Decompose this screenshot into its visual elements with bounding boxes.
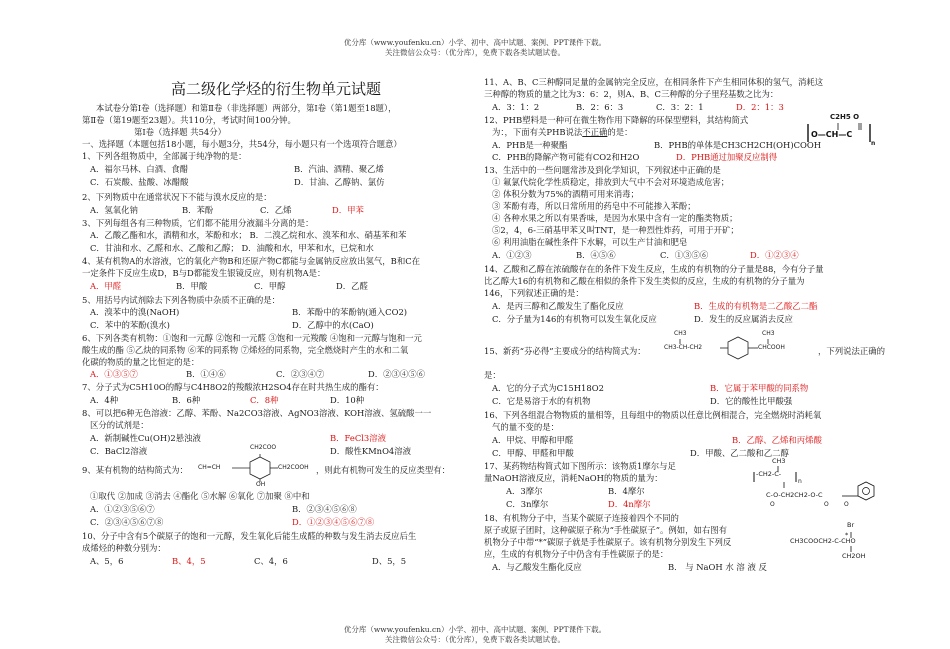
section1-header: 一、选择题（本题包括18小题，每小题3分，共54分，每小题只有一个选项符合题意） [82,139,402,149]
q15-label-left-top: CH3 [674,330,687,337]
q17-stem-line1: 17、某药物结构简式如下图所示：该物质1摩尔与足 [484,461,676,471]
q12-option-a: A．PHB是一种聚酯 [492,140,568,150]
q12-stem-line2 [492,127,633,139]
q6-stem-line1: 6、下列各类有机物：①饱和一元醇 ②饱和一元醛 ③饱和一元羧酸 ④饱和一元醇与饱和一元 [82,333,422,343]
q5-stem: 5、用括号内试剂除去下列各物质中杂质不正确的是： [82,295,280,305]
q3-options-cd: C．甘油和水、乙醛和水、乙酸和乙醇； D．油酸和水，甲苯和水，已烷和水 [90,243,374,253]
q8-option-a: A．新制碱性Cu(OH)2悬浊液 [90,433,201,443]
q10-stem-line1: 10、分子中含有5个碳原子的饱和一元醇，发生氧化后能生成醛的种数与发生消去反应后生 [82,531,417,541]
q17-structure-figure [752,458,882,510]
q13-statement-6: ⑥ 利用油脂在碱性条件下水解，可以生产甘油和肥皂 [492,237,688,247]
q11-stem-line2: 三种醇的物质的量之比为3：6：2，则A、B、C三种醇的分子里羟基数之比为： [484,89,779,99]
q4-option-a: A．甲醛 [90,281,122,291]
q10-option-d: D、5，5 [372,556,407,566]
q12-stem-post: 的是： [607,127,633,137]
q16-option-c: C．甲醇、甲醛和甲酸 [492,448,574,458]
q12-formula-n: n [871,140,876,147]
q10-option-b: B、4，5 [172,556,206,566]
q9-reaction-types: ①取代 ②加成 ③消去 ④酯化 ⑤水解 ⑥氧化 ⑦加聚 ⑧中和 [90,491,310,501]
q17-option-b: B．4摩尔 [608,486,645,496]
q13-statement-5: ⑤2，4，6-三硝基甲苯又叫TNT，是一种烈性炸药，可用于开矿； [492,225,739,235]
q6-option-a: A．①③⑤⑦ [90,369,138,379]
q17-label-o3: O [844,501,849,508]
q9-label-top: CH2COO [250,444,277,451]
q5-option-c: C．苯中的苯酚(溴水) [90,320,170,330]
q7-option-a: A．4种 [90,395,119,405]
q14-option-a: A．是丙三醇和乙酸发生了酯化反应 [492,301,624,311]
q7-stem: 7、分子式为C5H10O的醇与C4H8O2的羧酸浓H2SO4存在时共热生成的酯有： [82,382,384,392]
q17-label-ch3: CH3 [772,457,786,465]
part1-header: 第Ⅰ卷（选择题 共54分） [134,127,227,137]
q6-option-d: D．②③④⑤⑥ [368,369,425,379]
q17-label-chain: -CH2-C- [756,470,782,478]
q4-stem-line2: 一定条件下反应生成D，B与D都能发生银镜反应，则有机物A是： [82,268,326,278]
q9-label-bottom: OH [256,481,266,488]
q1-option-b: B．汽油、酒精、聚乙烯 [294,164,384,174]
q8-option-d: D．酸性KMnO4溶液 [330,446,412,456]
q5-option-d: D．乙醇中的水(CaO) [292,320,374,330]
q17-stem-line2: 量NaOH溶液反应，消耗NaOH的物质的量为： [484,473,663,483]
q11-stem-line1: 11、A、B、C三种醇同足量的金属钠完全反应，在相同条件下产生相同体积的氢气，消耗这 [484,77,824,87]
q18-label-star: * [845,531,849,539]
q12-option-b: B．PHB的单体是CH3CH2CH(OH)COOH [654,140,822,150]
q18-stem-line2: 原子或原子团时，这种碳原子称为“手性碳原子”。例如，如右图有 [484,525,728,535]
q9-label-left: CH=CH [198,464,221,471]
watermark-top-line1: 优分库（www.youfenku.cn）小学、初中、高中试题、案例、PPT课件下载。 [343,38,607,47]
q15-label-right-top: CH3 [762,330,775,337]
q8-option-b: B．FeCl3溶液 [330,433,387,443]
q13-stem: 13、生活中的一些问题常涉及到化学知识，下列叙述中正确的是 [484,165,721,175]
q18-stem-line1: 18、有机物分子中，当某个碳原子连接着四个不同的 [484,513,679,523]
page-title: 高二级化学烃的衍生物单元试题 [170,80,381,98]
q4-option-c: C．甲醇 [254,281,286,291]
q12-option-c: C．PHB的降解产物可能有CO2和H2O [492,152,640,162]
q9-option-c: C．②③④⑤⑥⑦⑧ [90,517,164,527]
q14-option-d: D．发生的反应属消去反应 [694,314,793,324]
q15-label-left: CH3-CH-CH2 [664,344,703,351]
q14-stem-line1: 14、乙酸和乙醇在浓硫酸存在的条件下发生反应，生成的有机物的分子量是88，今有分子量 [484,264,824,274]
q16-stem-line1: 16、下列各组混合物物质的量相等，且每组中的物质以任意比例相混合，完全燃烧时消耗氧 [484,410,822,420]
q15-stem-post: ，下列说法正确的 [818,346,885,356]
q9-option-a: A．①②③⑤⑥⑦ [90,504,155,514]
q14-option-b: B．生成的有机物是二乙酸乙二酯 [694,301,818,311]
q13-option-d: D．①②③④ [750,250,799,260]
q12-option-d: D．PHB通过加聚反应制得 [676,152,778,162]
q12-stem-pre: 为：，下面有关PHB说法 [492,127,583,137]
q4-stem-line1: 4、某有机物A的水溶液，它的氧化产物B和还原产物C都能与金属钠反应放出氢气，B和C在 [82,256,420,266]
q14-stem-line3: 146，下列叙述正确的是： [484,288,584,298]
q18-structure-figure [790,522,880,562]
q16-stem-line2: 气的量不变的是： [492,422,559,432]
q4-option-b: B．甲酸 [176,281,208,291]
q12-formula-top: C2H5 O [830,113,860,121]
watermark-top-line2: 关注微信公众号：（优分库），免费下载各类试题试卷。 [385,48,565,57]
q14-stem-line2: 比乙醇大16的有机物和乙酸在相似的条件下发生类似的反应，生成的有机物的分子量为 [484,276,805,286]
q13-statement-3: ③ 苯酚有毒，所以日常所用的药皂中不可能掺入苯酚； [492,201,696,211]
q9-option-d: D．①②③④⑤⑥⑦⑧ [292,517,375,527]
q6-option-b: B．①④⑥ [186,369,226,379]
q15-option-d: D．它的酸性比甲酸强 [710,396,793,406]
q11-option-b: B．2：6：3 [576,102,624,112]
q2-option-d: D．甲苯 [332,205,364,215]
q11-option-a: A．3：1：2 [492,102,540,112]
q2-option-c: C．乙烯 [260,205,292,215]
q10-option-c: C、4，6 [254,556,288,566]
q14-option-c: C．分子量为146的有机物可以发生氧化反应 [492,314,657,324]
intro-line1: 本试卷分第Ⅰ卷（选择题）和第Ⅱ卷（非选择题）两部分，第Ⅰ卷（第1题至18题）， [96,103,397,113]
q17-label-n: n [798,478,802,485]
q18-label-br: Br [847,521,855,529]
watermark-bottom-line1: 优分库（www.youfenku.cn）小学、初中、高中试题、案例、PPT课件下载。 [343,625,607,634]
q2-option-a: A．氢氧化钠 [90,205,138,215]
q15-option-b: B．它属于苯甲酸的同系物 [710,383,809,393]
watermark-bottom [0,625,950,645]
q9-stem-post: ，则此有机物可发生的反应类型有： [316,465,450,475]
q17-label-o1: O [770,501,775,508]
q15-structure-figure [664,330,812,366]
q7-option-c: C．8种 [250,395,279,405]
q9-option-b: B．②③④⑤⑥⑧ [292,504,357,514]
q1-option-c: C．石炭酸、盐酸、冰醋酸 [90,177,189,187]
watermark-top [0,38,950,58]
q7-option-b: B．6种 [172,395,201,405]
q16-option-a: A．甲烷、甲醇和甲醛 [492,435,574,445]
q18-label-bottom: CH2OH [842,552,866,560]
q1-stem: 1、下列各组物质中，全部属于纯净物的是： [82,151,247,161]
q13-statement-1: ① 氟氯代烷化学性质稳定，排放到大气中不会对环境造成危害； [492,177,730,187]
q15-label-right: CHCOOH [758,344,785,351]
q13-statement-4: ④ 各种水果之所以有果香味，是因为水果中含有一定的酯类物质； [492,213,738,223]
q18-stem-line4: 应，生成的有机物分子中仍含有手性碳原子的是： [484,549,669,559]
intro-line2: 第Ⅱ卷（第19题至23题）。共110分，考试时间100分钟。 [82,115,296,125]
q16-option-d: D．甲酸、乙二酸和乙二醇 [690,448,789,458]
q4-option-d: D．乙醛 [336,281,368,291]
q1-option-a: A．福尔马林、白酒、食醋 [90,164,189,174]
q10-option-a: A、5，6 [90,556,124,566]
q13-statement-2: ② 体积分数为75%的酒精可用来消毒； [492,189,639,199]
q12-stem-line1: 12、PHB塑料是一种可在微生物作用下降解的环保型塑料，其结构简式 [484,115,749,125]
q13-option-a: A．①②③ [492,250,532,260]
svg-text:O—CH—C: O—CH—C [811,130,853,139]
q2-stem: 2、下列物质中在通常状况下不能与溴水反应的是： [82,192,272,202]
q6-stem-line3: 化碳的物质的量之比恒定的是： [82,357,200,367]
q17-label-ester: C-O-CH2CH2-O-C [766,491,823,499]
q6-option-c: C．②③④⑦ [276,369,325,379]
q1-option-d: D．甘油、乙醇钠、氯仿 [294,177,385,187]
q8-option-c: C．BaCl2溶液 [90,446,148,456]
q3-stem: 3、下列每组各有三种物质，它们都不能用分液漏斗分离的是： [82,218,314,228]
q12-stem-underlined: 不正确 [582,127,608,137]
q17-option-d: D．4n摩尔 [608,499,651,509]
q5-option-b: B．苯酚中的苯酚钠(通入CO2) [292,307,408,317]
q9-structure-figure [198,444,316,488]
q11-option-d: D．2：1：3 [736,102,784,112]
q15-stem-pre: 15、新药“芬必得”主要成分的结构简式为： [484,346,646,356]
q9-label-right: CH2COOH [278,464,309,471]
q17-label-o2: O [824,501,829,508]
q18-option-b: B． 与 NaOH 水 溶 液 反 [668,562,767,572]
q18-stem-line3: 机物分子中带“*”碳原子就是手性碳原子。该有机物分别发生下列反 [484,537,732,547]
q5-option-a: A．溴苯中的溴(NaOH) [90,307,180,317]
q8-stem-line2: 区分的试剂是： [90,420,149,430]
q3-options-ab: A．乙酸乙酯和水，酒精和水，苯酚和水； B．二溴乙烷和水、溴苯和水、硝基苯和苯 [90,230,407,240]
q17-option-c: C．3n摩尔 [506,499,549,509]
q15-stem-line2: 是： [484,370,501,380]
q9-stem-pre: 9、某有机物的结构简式为： [82,465,188,475]
q16-option-b: B．乙醇、乙烯和丙烯酸 [732,435,822,445]
q6-stem-line2: 酸生成的酯 ⑤乙炔的同系物 ⑥苯的同系物 ⑦烯烃的同系物，完全燃烧时产生的水和二氧 [82,345,409,355]
q15-option-a: A．它的分子式为C15H18O2 [492,383,604,393]
q17-option-a: A．3摩尔 [506,486,543,496]
q11-option-c: C．3：2：1 [656,102,704,112]
q2-option-b: B．苯酚 [182,205,214,215]
q7-option-d: D．10种 [330,395,365,405]
q18-option-a: A．与乙酸发生酯化反应 [492,562,582,572]
q13-option-c: C．①③⑤⑥ [660,250,709,260]
q10-stem-line2: 成烯烃的种数分别为： [82,543,166,553]
watermark-bottom-line2: 关注微信公众号：（优分库），免费下载各类试题试卷。 [385,635,565,644]
q15-option-c: C．它是易溶于水的有机物 [492,396,591,406]
q13-option-b: B．④⑤⑥ [576,250,616,260]
q18-label-main: CH3COOCH2-C-CHO [790,537,856,545]
q8-stem-line1: 8、可以把6种无色溶液：乙醇、苯酚、Na2CO3溶液、AgNO3溶液、KOH溶液、氢硫酸一一 [82,408,432,418]
